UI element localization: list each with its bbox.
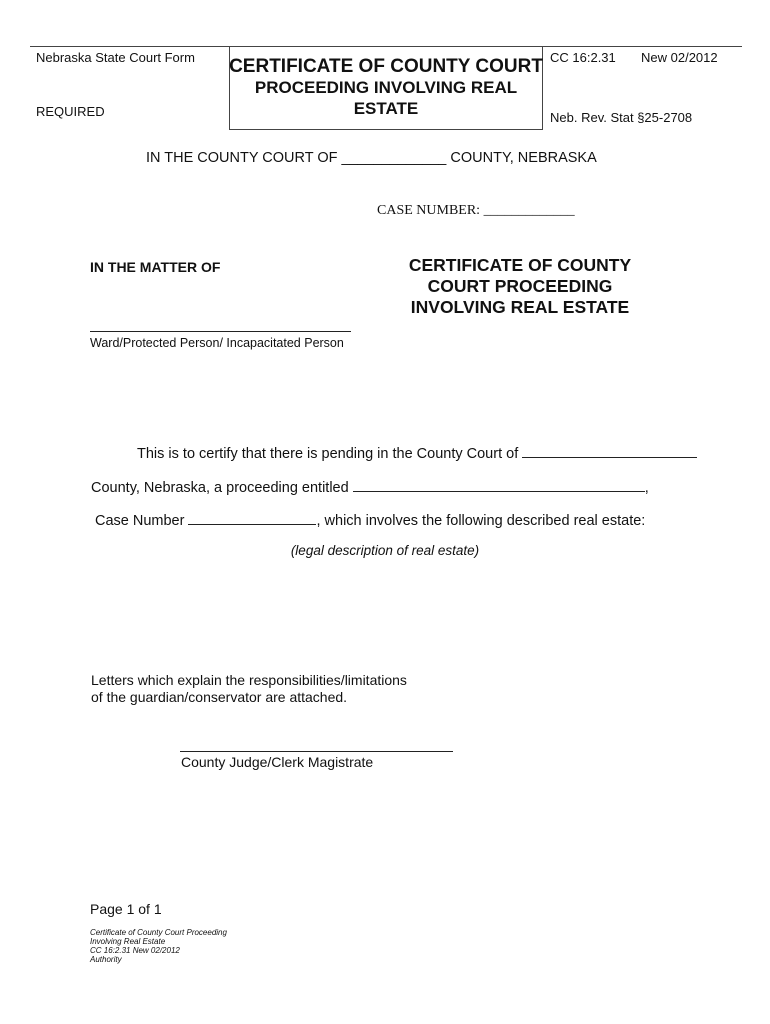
body-line3-prefix: Case Number	[95, 513, 185, 529]
ward-caption: Ward/Protected Person/ Incapacitated Person	[90, 336, 344, 350]
court-line	[146, 150, 597, 166]
certificate-title-line3: INVOLVING REAL ESTATE	[410, 297, 630, 317]
form-number: CC 16:2.31	[550, 50, 616, 65]
body-line2-text: County, Nebraska, a proceeding entitled	[91, 480, 349, 496]
matter-label: IN THE MATTER OF	[90, 259, 221, 275]
body-line1	[137, 443, 697, 462]
signature-line[interactable]	[180, 751, 453, 752]
statute-reference	[550, 110, 692, 125]
certificate-title-line1: CERTIFICATE OF COUNTY	[408, 255, 632, 275]
footer-note	[90, 928, 227, 964]
statute-label: Neb. Rev. Stat	[550, 110, 634, 125]
case-number-line	[377, 203, 575, 219]
footer-line4: Authority	[90, 955, 122, 964]
pending-county-blank[interactable]	[522, 443, 697, 458]
form-title-line1: CERTIFICATE OF COUNTY COURT	[229, 56, 543, 77]
form-title-line3: ESTATE	[353, 99, 419, 118]
form-title-line2: PROCEEDING INVOLVING REAL	[254, 78, 518, 97]
ward-name-line[interactable]	[90, 331, 351, 332]
header-top-rule	[30, 46, 742, 47]
proceeding-title-blank[interactable]	[353, 477, 645, 492]
body-line3-suffix: , which involves the following described real estate:	[316, 513, 646, 529]
form-date: New 02/2012	[641, 50, 718, 65]
form-agency: Nebraska State Court Form	[36, 50, 195, 65]
certificate-title	[370, 255, 670, 318]
body-line2-end: ,	[644, 480, 649, 496]
signature-caption: County Judge/Clerk Magistrate	[181, 754, 374, 770]
form-title	[229, 56, 543, 119]
footer-line2: Involving Real Estate	[90, 937, 166, 946]
required-label: REQUIRED	[36, 104, 105, 119]
body-line1-text: This is to certify that there is pending in the County Court of	[137, 446, 519, 462]
letters-line1: Letters which explain the responsibilities/limitations	[91, 672, 407, 688]
legal-description-note: (legal description of real estate)	[290, 543, 480, 558]
page-number: Page 1 of 1	[90, 901, 162, 917]
letters-line2: of the guardian/conservator are attached.	[91, 689, 348, 705]
case-number-blank[interactable]: _____________	[483, 203, 575, 218]
county-blank[interactable]: _____________	[341, 150, 447, 166]
body-line3	[95, 510, 645, 529]
footer-line3: CC 16:2.31 New 02/2012	[90, 946, 180, 955]
case-number-label: CASE NUMBER:	[377, 203, 481, 218]
court-line-prefix: IN THE COUNTY COURT OF	[146, 150, 338, 166]
certificate-title-line2: COURT PROCEEDING	[427, 276, 613, 296]
body-line2	[91, 477, 649, 496]
header-bottom-rule	[229, 129, 542, 130]
footer-line1: Certificate of County Court Proceeding	[90, 928, 227, 937]
statute-number: §25-2708	[637, 110, 693, 125]
body-case-number-blank[interactable]	[188, 510, 316, 525]
court-line-suffix: COUNTY, NEBRASKA	[450, 150, 597, 166]
